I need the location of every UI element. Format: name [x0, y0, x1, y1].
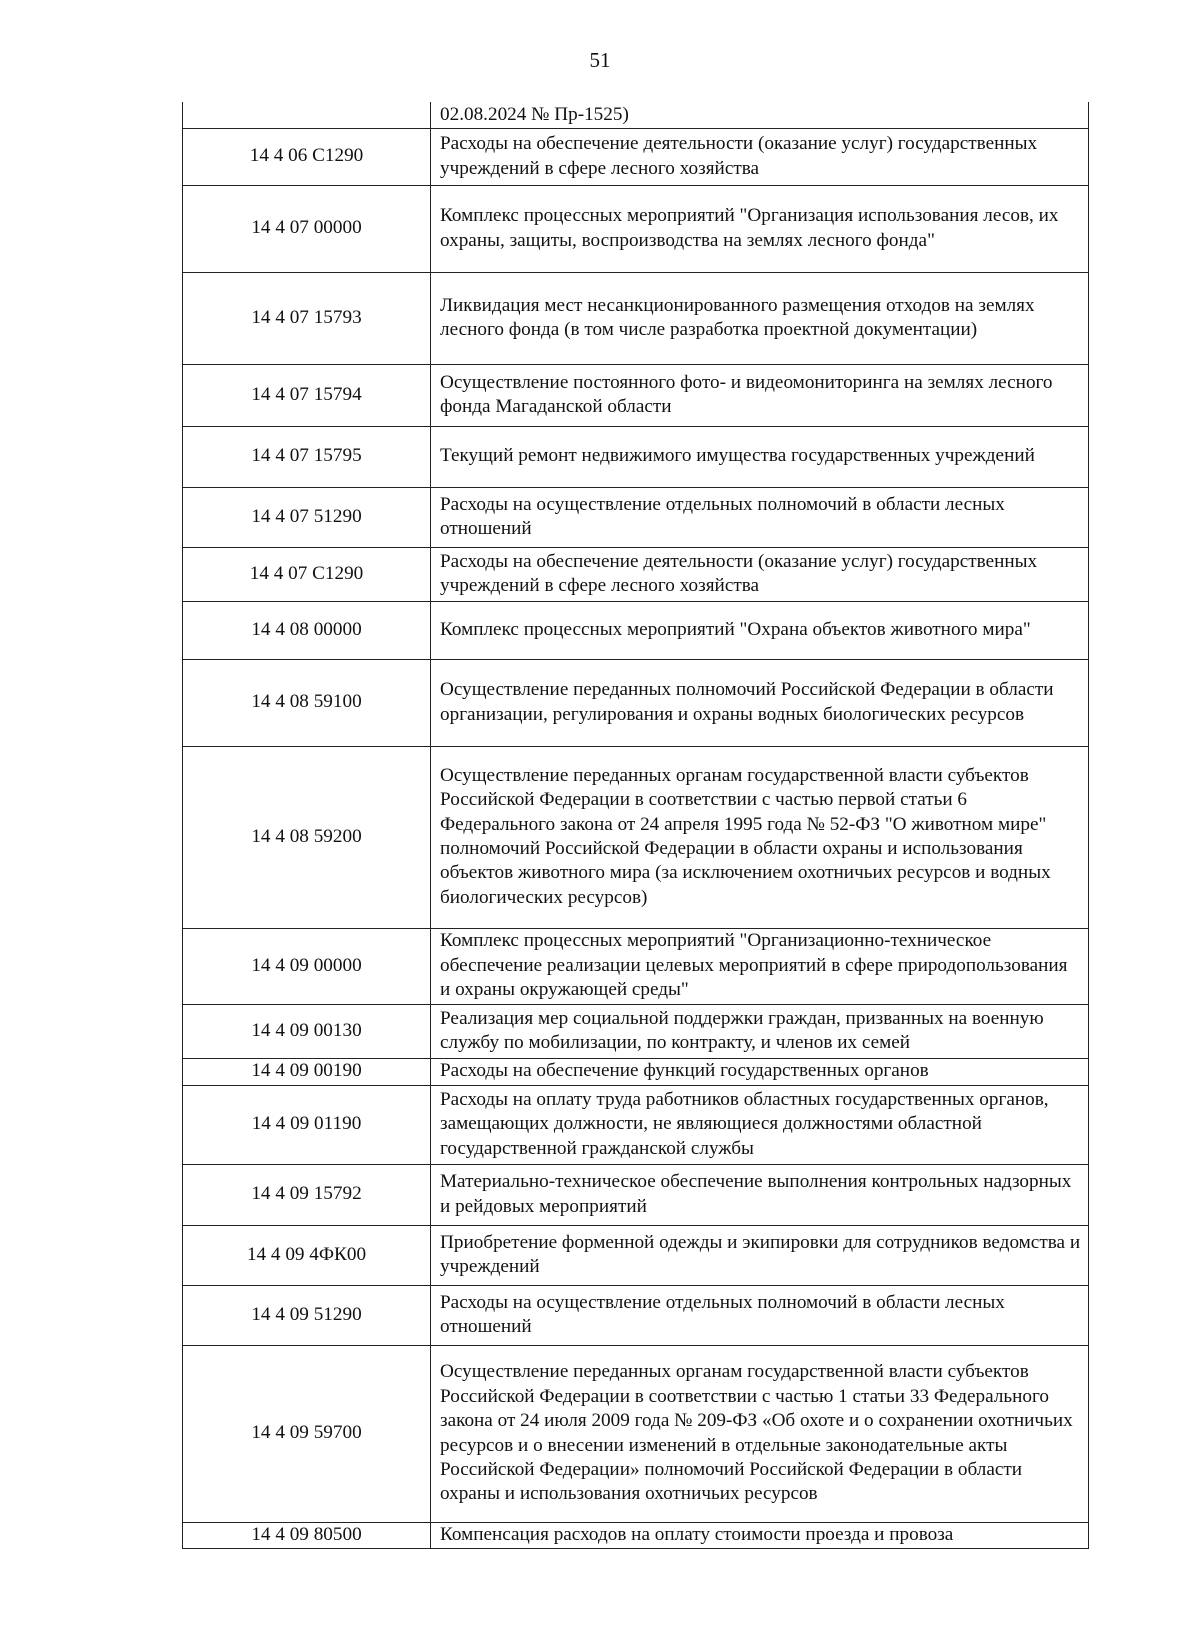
row-description: Осуществление переданных органам государственной власти субъектов Российской Федерации в соответствии с частью 1 статьи 33 Федерального закона от 24 июля 2009 года № 209-ФЗ «Об охоте и о сохранении охотничьих ресурсов и о внесении изменений в отдельные законодательные акты Российской Федерации» полномочий Российской Федерации в области охраны и использования охотничьих ресурсов — [431, 1345, 1089, 1522]
row-description: Расходы на оплату труда работников областных государственных органов, замещающих должности, не являющиеся должностями областной государственной гражданской службы — [431, 1085, 1089, 1164]
row-description: Осуществление переданных органам государственной власти субъектов Российской Федерации в соответствии с частью первой статьи 6 Федерального закона от 24 апреля 1995 года № 52-ФЗ "О животном мире" полномочий Российской Федерации в области охраны и использования объектов животного мира (за исключением охотничьих ресурсов и водных биологических ресурсов) — [431, 746, 1089, 928]
row-description: 02.08.2024 № Пр-1525) — [431, 102, 1089, 128]
page-number: 51 — [589, 48, 611, 72]
row-code: 14 4 09 59700 — [183, 1345, 431, 1522]
table-row — [183, 426, 1089, 487]
row-description: Осуществление переданных полномочий Российской Федерации в области организации, регулирования и охраны водных биологических ресурсов — [431, 659, 1089, 746]
row-code: 14 4 07 15795 — [183, 426, 431, 487]
row-description: Текущий ремонт недвижимого имущества государственных учреждений — [431, 426, 1089, 487]
table-row — [183, 102, 1089, 128]
table-row — [183, 1345, 1089, 1522]
table-row — [183, 1085, 1089, 1164]
row-code: 14 4 09 00130 — [183, 1004, 431, 1058]
row-description: Расходы на осуществление отдельных полномочий в области лесных отношений — [431, 487, 1089, 547]
row-description: Комплекс процессных мероприятий "Охрана объектов животного мира" — [431, 601, 1089, 659]
row-code: 14 4 07 00000 — [183, 185, 431, 272]
row-description: Комплекс процессных мероприятий "Организационно-техническое обеспечение реализации целевых мероприятий в сфере природопользования и охраны окружающей среды" — [431, 928, 1089, 1004]
row-code: 14 4 08 59100 — [183, 659, 431, 746]
table-row — [183, 1285, 1089, 1345]
row-code: 14 4 09 4ФК00 — [183, 1225, 431, 1285]
row-description: Расходы на обеспечение деятельности (оказание услуг) государственных учреждений в сфере лесного хозяйства — [431, 547, 1089, 601]
row-description: Приобретение форменной одежды и экипировки для сотрудников ведомства и учреждений — [431, 1225, 1089, 1285]
row-description: Расходы на обеспечение функций государственных органов — [431, 1058, 1089, 1085]
table-row — [183, 185, 1089, 272]
row-code: 14 4 07 15793 — [183, 272, 431, 364]
row-description: Материально-техническое обеспечение выполнения контрольных надзорных и рейдовых мероприятий — [431, 1164, 1089, 1225]
row-code: 14 4 09 15792 — [183, 1164, 431, 1225]
row-code: 14 4 07 С1290 — [183, 547, 431, 601]
row-code: 14 4 08 59200 — [183, 746, 431, 928]
row-code — [183, 102, 431, 128]
table-row — [183, 601, 1089, 659]
table-row — [183, 746, 1089, 928]
table-row — [183, 1225, 1089, 1285]
table-row — [183, 1164, 1089, 1225]
row-description: Расходы на обеспечение деятельности (оказание услуг) государственных учреждений в сфере лесного хозяйства — [431, 128, 1089, 185]
row-code: 14 4 08 00000 — [183, 601, 431, 659]
table-row — [183, 547, 1089, 601]
table-row — [183, 128, 1089, 185]
row-description: Расходы на осуществление отдельных полномочий в области лесных отношений — [431, 1285, 1089, 1345]
table-row — [183, 272, 1089, 364]
table-row — [183, 1058, 1089, 1085]
row-code: 14 4 09 01190 — [183, 1085, 431, 1164]
row-code: 14 4 09 00190 — [183, 1058, 431, 1085]
row-code: 14 4 07 51290 — [183, 487, 431, 547]
budget-code-table — [182, 102, 1089, 1549]
table-row — [183, 928, 1089, 1004]
row-code: 14 4 07 15794 — [183, 364, 431, 426]
row-description: Ликвидация мест несанкционированного размещения отходов на землях лесного фонда (в том числе разработка проектной документации) — [431, 272, 1089, 364]
row-description: Осуществление постоянного фото- и видеомониторинга на землях лесного фонда Магаданской области — [431, 364, 1089, 426]
row-code: 14 4 09 00000 — [183, 928, 431, 1004]
table-row — [183, 364, 1089, 426]
table-row — [183, 487, 1089, 547]
row-description: Компенсация расходов на оплату стоимости проезда и провоза — [431, 1522, 1089, 1548]
table-row — [183, 1522, 1089, 1548]
row-code: 14 4 06 С1290 — [183, 128, 431, 185]
row-code: 14 4 09 80500 — [183, 1522, 431, 1548]
row-description: Реализация мер социальной поддержки граждан, призванных на военную службу по мобилизации, по контракту, и членов их семей — [431, 1004, 1089, 1058]
row-description: Комплекс процессных мероприятий "Организация использования лесов, их охраны, защиты, воспроизводства на землях лесного фонда" — [431, 185, 1089, 272]
table-row — [183, 1004, 1089, 1058]
table-row — [183, 659, 1089, 746]
row-code: 14 4 09 51290 — [183, 1285, 431, 1345]
